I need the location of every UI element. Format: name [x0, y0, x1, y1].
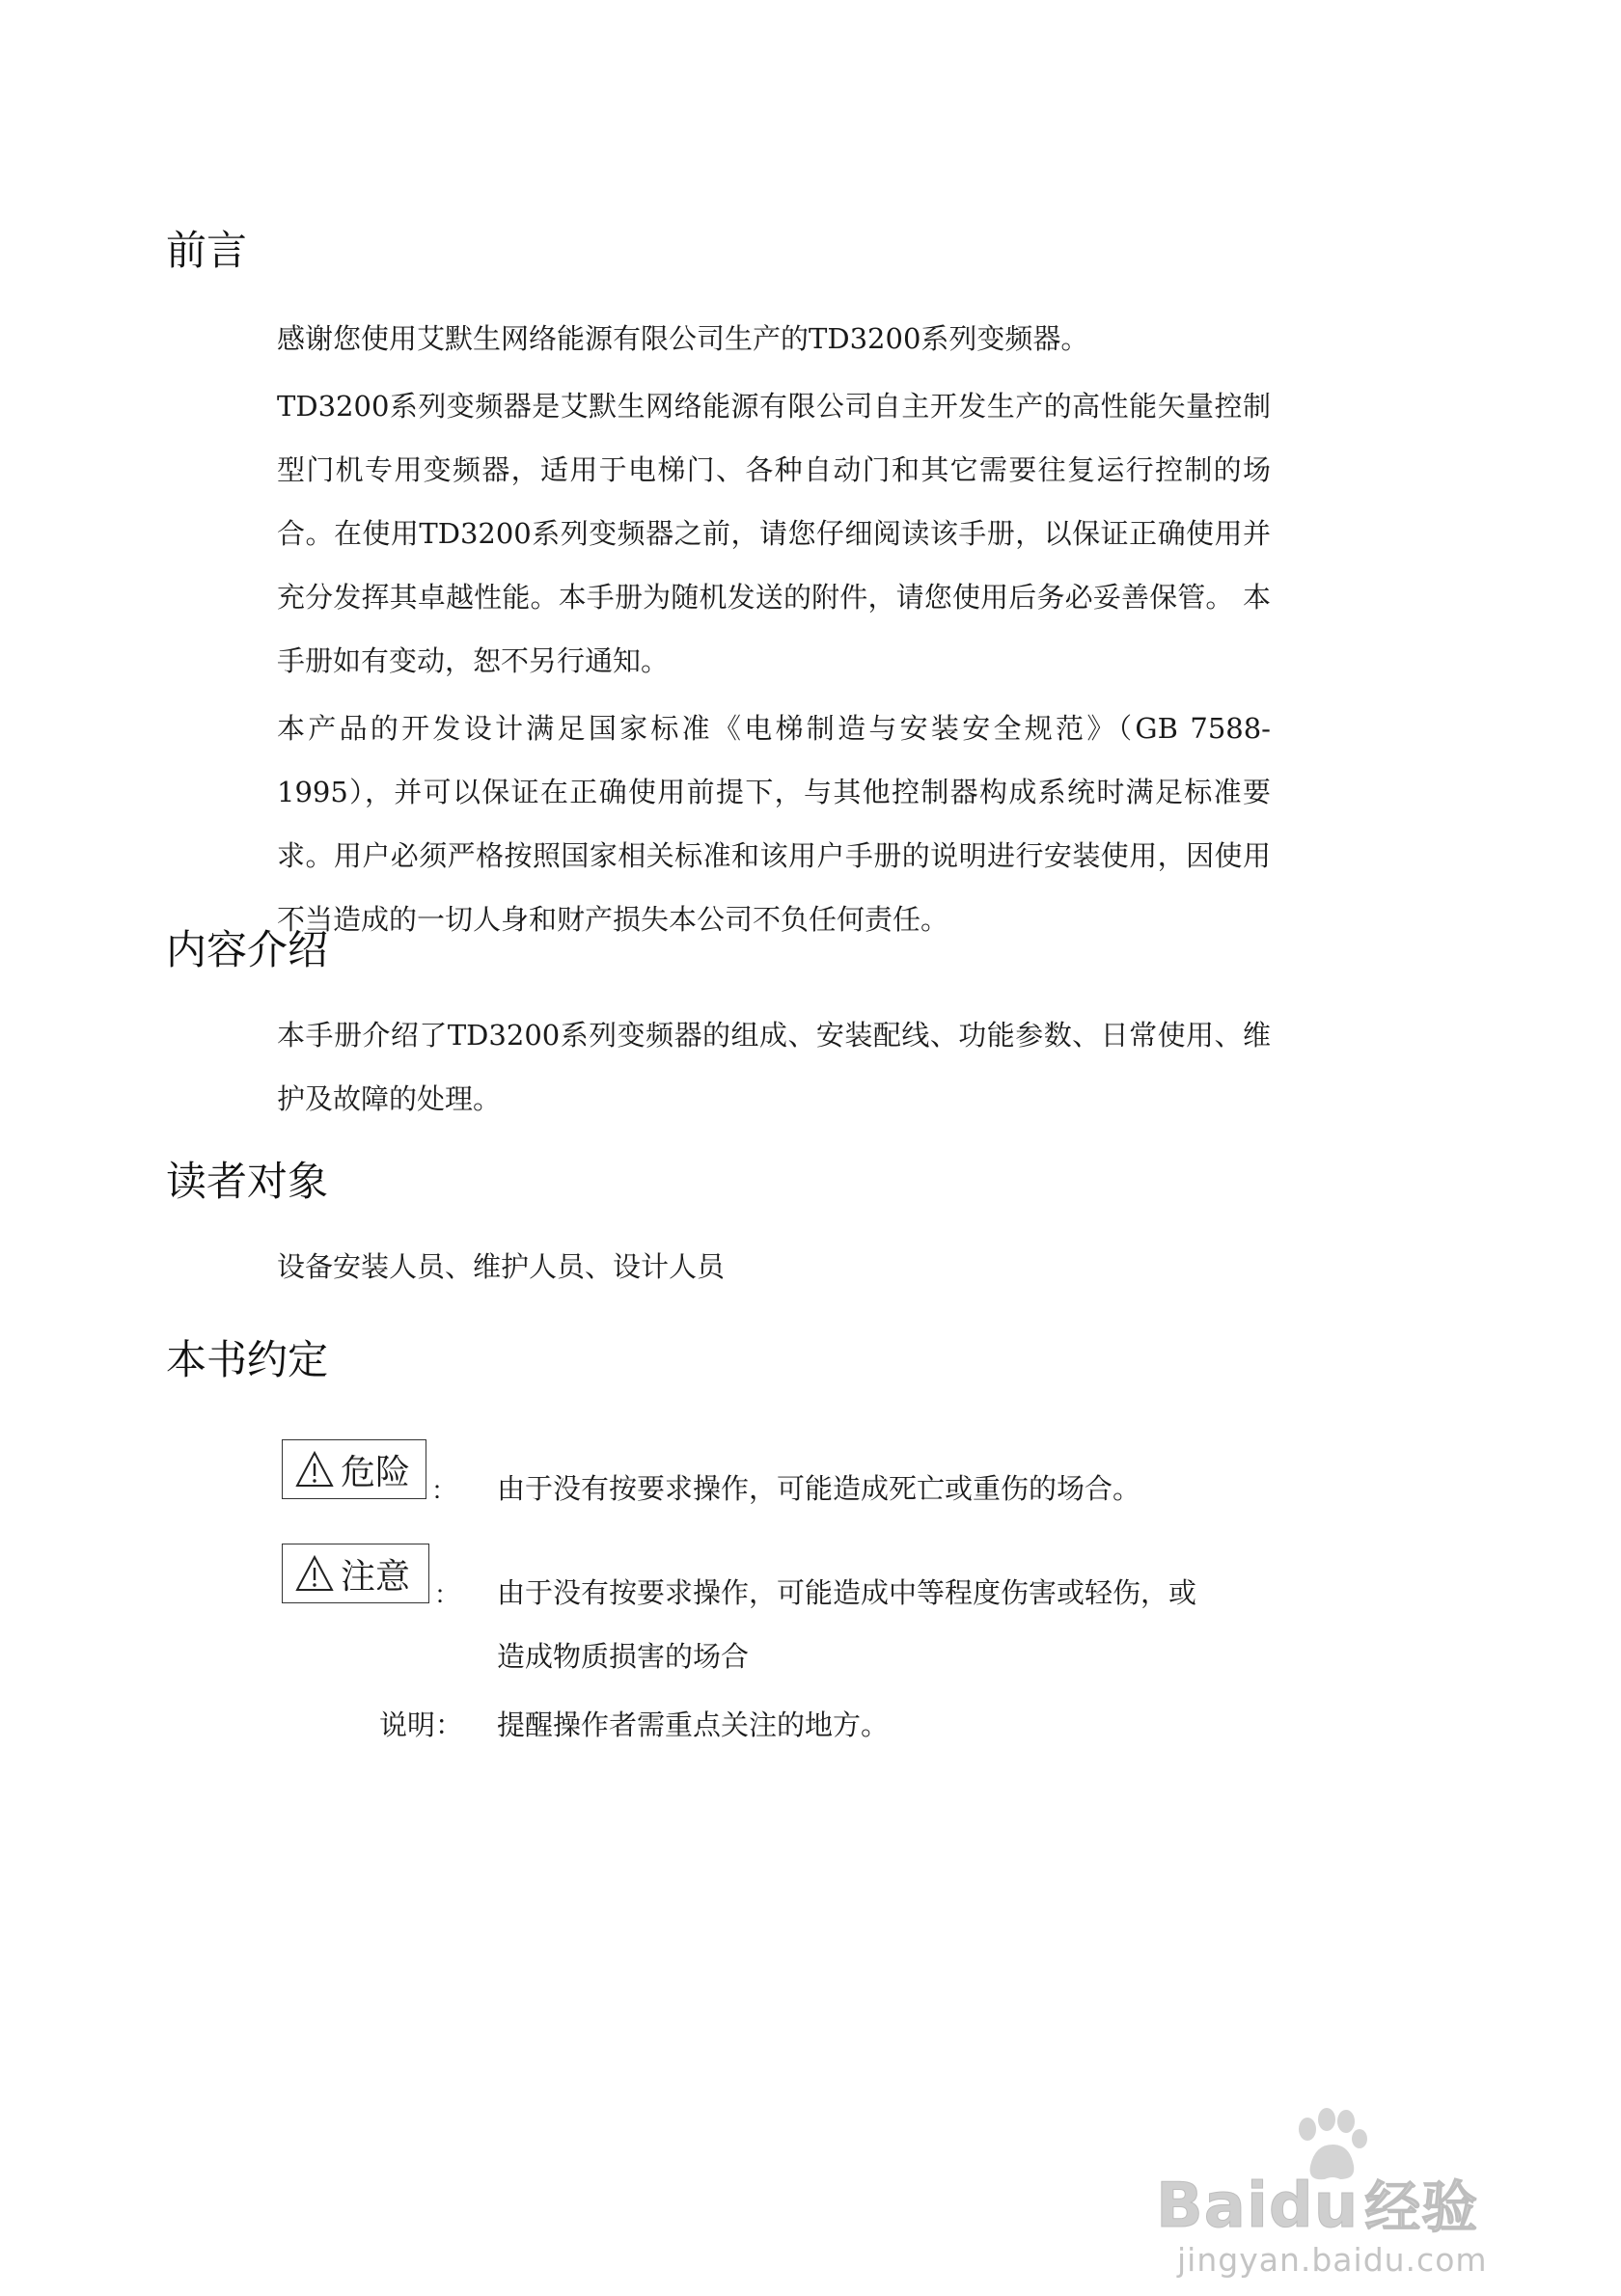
caution-text-line-1: 由于没有按要求操作，可能造成中等程度伤害或轻伤，或 [497, 1576, 1197, 1609]
heading-conventions: 本书约定 [166, 1336, 329, 1383]
warning-triangle-icon [294, 1554, 335, 1593]
baidu-watermark [1156, 2108, 1561, 2282]
heading-readers: 读者对象 [166, 1158, 329, 1205]
danger-text: 由于没有按要求操作，可能造成死亡或重伤的场合。 [497, 1472, 1141, 1505]
danger-label-box [282, 1439, 426, 1499]
baidu-logo-jingyan: 经验 [1364, 2174, 1479, 2240]
warning-triangle-icon [294, 1450, 335, 1489]
preface-paragraph-1: 感谢您使用艾默生网络能源有限公司生产的TD3200系列变频器。 [277, 322, 1089, 355]
caution-colon: ： [434, 1581, 460, 1610]
note-text: 提醒操作者需重点关注的地方。 [497, 1708, 890, 1741]
readers-paragraph: 设备安装人员、维护人员、设计人员 [277, 1250, 726, 1283]
heading-content-intro: 内容介绍 [166, 926, 329, 973]
caution-label: 注意 [341, 1556, 411, 1597]
preface-paragraph-2: TD3200系列变频器是艾默生网络能源有限公司自主开发生产的高性能矢量控制型门机专用变频器，适用于电梯门、各种自动门和其它需要往复运行控制的场合。在使用TD3200系列变频器之前，请您仔细阅读该手册，以保证正确使用并充分发挥其卓越性能。本手册为随机发送的附件，请您使用后务必妥善保管。 本手册如有变动，恕不另行通知。 [277, 390, 1271, 677]
note-label: 说明： [379, 1708, 464, 1741]
preface-paragraph-3: 本产品的开发设计满足国家标准《电梯制造与安装安全规范》（GB 7588-1995），并可以保证在正确使用前提下，与其他控制器构成系统时满足标准要求。用户必须严格按照国家相关标准和该用户手册的说明进行安装使用，因使用不当造成的一切人身和财产损失本公司不负任何责任。 [277, 712, 1271, 936]
caution-label-box [282, 1544, 429, 1603]
preface-body [277, 307, 1271, 951]
caution-text-line-2: 造成物质损害的场合 [497, 1640, 750, 1673]
content-intro-paragraph: 本手册介绍了TD3200系列变频器的组成、安装配线、功能参数、日常使用、维护及故障的处理。 [277, 1019, 1271, 1115]
baidu-logo-text [1156, 2162, 1478, 2243]
heading-preface: 前言 [166, 227, 248, 274]
danger-colon: ： [431, 1477, 457, 1506]
danger-label: 危险 [341, 1452, 411, 1492]
baidu-logo-bai: Bai [1156, 2171, 1269, 2242]
baidu-logo-du: du [1268, 2171, 1360, 2242]
baidu-watermark-url: jingyan.baidu.com [1177, 2241, 1488, 2279]
